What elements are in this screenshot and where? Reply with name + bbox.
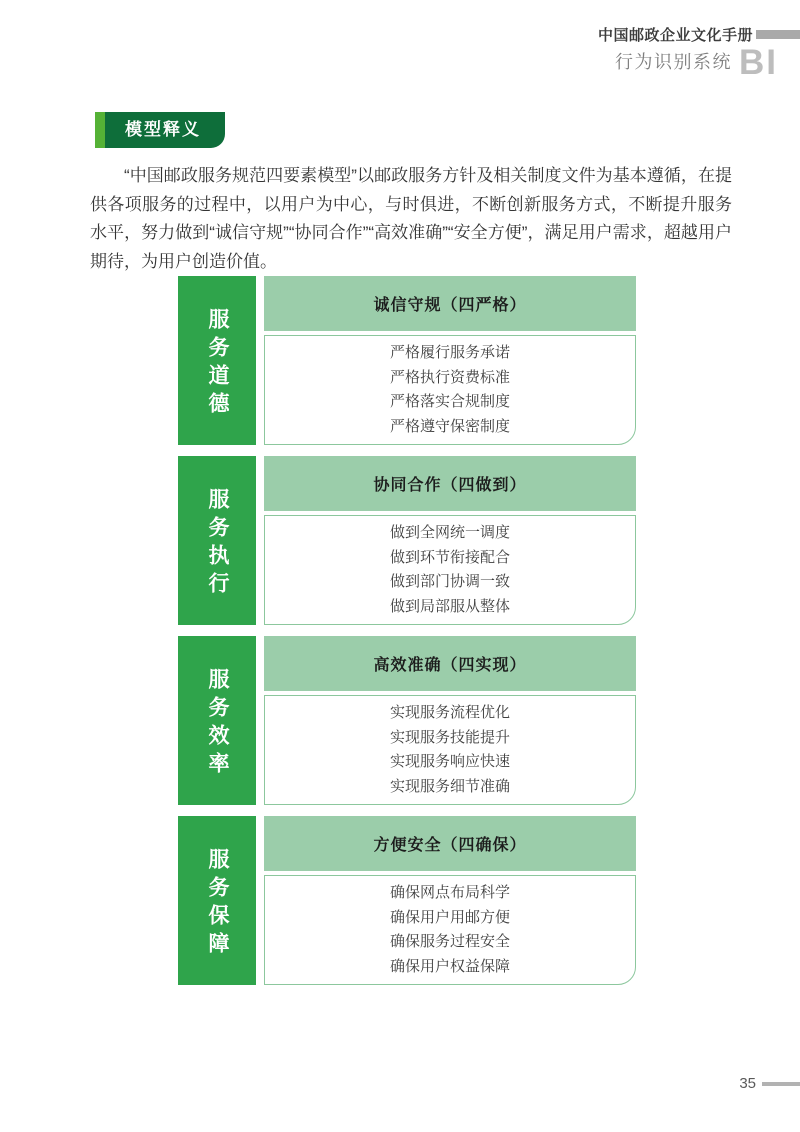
handbook-title: 中国邮政企业文化手册 — [597, 27, 753, 44]
system-abbreviation: BI — [739, 43, 778, 82]
block-category-bar — [178, 636, 256, 805]
model-block-service-execution — [178, 456, 636, 625]
block-item: 确保用户用邮方便 — [389, 908, 510, 926]
block-item: 严格遵守保密制度 — [389, 417, 510, 435]
block-main — [264, 456, 636, 625]
running-header-line1 — [598, 24, 800, 45]
block-body — [264, 695, 636, 805]
block-item: 确保网点布局科学 — [389, 884, 510, 901]
block-item: 确保用户权益保障 — [389, 957, 510, 975]
model-block-service-guarantee — [178, 816, 636, 985]
model-blocks — [178, 276, 636, 985]
running-header — [597, 24, 800, 82]
model-block-service-ethics — [178, 276, 636, 445]
block-category-bar — [178, 276, 256, 445]
page-footer — [739, 1075, 800, 1092]
block-item: 严格执行资费标准 — [389, 368, 510, 386]
block-item: 实现服务技能提升 — [389, 728, 510, 746]
system-title: 行为识别系统 — [615, 51, 732, 72]
block-main — [264, 276, 636, 445]
block-title: 协同合作（四做到） — [264, 456, 636, 511]
footer-rule-bar — [762, 1082, 800, 1086]
block-category-bar — [178, 456, 256, 625]
block-item: 做到部门协调一致 — [389, 573, 510, 590]
badge-accent-strip — [95, 112, 105, 148]
header-rule-bar — [756, 30, 800, 39]
section-badge — [95, 112, 225, 148]
block-item: 做到环节衔接配合 — [389, 548, 510, 566]
block-category-label: 服务道德 — [206, 308, 229, 420]
block-item: 实现服务流程优化 — [389, 704, 510, 721]
block-category-label: 服务执行 — [206, 488, 229, 600]
block-item: 实现服务细节准确 — [389, 777, 510, 795]
block-title: 高效准确（四实现） — [264, 636, 636, 691]
section-badge-label: 模型释义 — [105, 112, 225, 148]
intro-paragraph: “中国邮政服务规范四要素模型”以邮政服务方针及相关制度文件为基本遵循，在提供各项服务的过程中，以用户为中心，与时俱进，不断创新服务方式，不断提升服务水平，努力做到“诚信守规”“协同合作”“高效准确”“安全方便”，满足用户需求，超越用户期待，为用户创造价值。 — [90, 166, 732, 271]
block-item: 严格落实合规制度 — [389, 393, 510, 410]
block-title: 诚信守规（四严格） — [264, 276, 636, 331]
block-category-label: 服务保障 — [206, 848, 229, 960]
block-body — [264, 515, 636, 625]
block-category-bar — [178, 816, 256, 985]
block-body — [264, 875, 636, 985]
block-item: 确保服务过程安全 — [389, 933, 510, 950]
block-body — [264, 335, 636, 445]
block-item: 做到局部服从整体 — [389, 597, 510, 615]
block-main — [264, 636, 636, 805]
model-block-service-efficiency — [178, 636, 636, 805]
page-number: 35 — [739, 1075, 756, 1092]
block-item: 做到全网统一调度 — [389, 524, 510, 541]
block-item: 实现服务响应快速 — [389, 753, 510, 770]
block-title: 方便安全（四确保） — [264, 816, 636, 871]
block-item: 严格履行服务承诺 — [389, 344, 510, 361]
running-header-line2 — [598, 43, 778, 82]
block-category-label: 服务效率 — [206, 668, 229, 780]
block-main — [264, 816, 636, 985]
